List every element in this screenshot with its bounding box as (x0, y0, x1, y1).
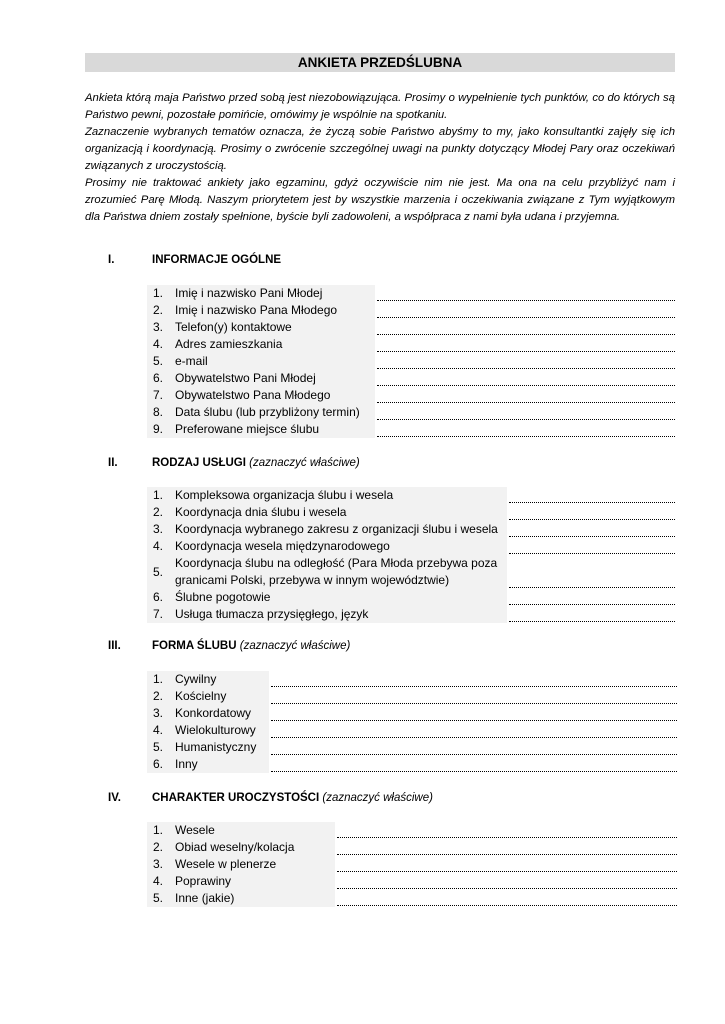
answer-line[interactable] (337, 873, 677, 889)
item-number: 5. (153, 740, 164, 754)
answer-line[interactable] (377, 336, 675, 352)
list-item (147, 688, 677, 705)
item-number: 7. (153, 388, 164, 402)
item-number: 2. (153, 840, 164, 854)
item-label-cell (147, 387, 375, 404)
item-number: 3. (153, 857, 164, 871)
list-item (147, 504, 675, 521)
item-number: 7. (153, 607, 164, 621)
item-label-cell (147, 285, 375, 302)
item-label: Obywatelstwo Pana Młodego (175, 388, 331, 402)
item-label-cell (147, 722, 269, 739)
item-number: 3. (153, 706, 164, 720)
answer-line[interactable] (271, 739, 677, 755)
item-label: Preferowane miejsce ślubu (175, 422, 320, 436)
item-label: Ślubne pogotowie (175, 590, 271, 604)
item-label-cell (147, 739, 269, 756)
item-label: Inne (jakie) (175, 891, 235, 905)
list-item (147, 739, 677, 756)
list-item (147, 538, 675, 555)
answer-line[interactable] (509, 504, 675, 520)
section-title: FORMA ŚLUBU (152, 640, 237, 652)
intro-paragraph: Ankieta którą maja Państwo przed sobą jest niezobowiązująca. Prosimy o wypełnienie tych punktów, co do których są Państwo pewni, pozostałe pomińcie, omówimy je wspólnie na spotkaniu. (85, 92, 675, 121)
item-number: 2. (153, 689, 164, 703)
item-label-cell (147, 353, 375, 370)
item-label-cell (147, 822, 335, 839)
list-item (147, 671, 677, 688)
section-number: I. (108, 254, 115, 266)
list-item (147, 487, 675, 504)
list-item (147, 756, 677, 773)
item-label-cell (147, 538, 507, 555)
answer-line[interactable] (337, 822, 677, 838)
list-item (147, 387, 675, 404)
item-label: Imię i nazwisko Pani Młodej (175, 286, 323, 300)
item-number: 6. (153, 590, 164, 604)
item-number: 5. (153, 564, 164, 579)
answer-line[interactable] (337, 856, 677, 872)
item-label-cell (147, 873, 335, 890)
item-label: Obywatelstwo Pani Młodej (175, 371, 316, 385)
intro-text (85, 90, 675, 226)
item-label: Kompleksowa organizacja ślubu i wesela (175, 488, 394, 502)
item-label: Telefon(y) kontaktowe (175, 320, 292, 334)
answer-line[interactable] (377, 319, 675, 335)
item-label: Imię i nazwisko Pana Młodego (175, 303, 338, 317)
list-item (147, 705, 677, 722)
item-label-cell (147, 421, 375, 438)
item-label-cell (147, 302, 375, 319)
answer-line[interactable] (509, 555, 675, 588)
section-number: II. (108, 457, 118, 469)
list-item (147, 336, 675, 353)
answer-line[interactable] (509, 589, 675, 605)
item-label-cell (147, 404, 375, 421)
list-item (147, 370, 675, 387)
item-label-cell (147, 839, 335, 856)
answer-line[interactable] (271, 705, 677, 721)
answer-line[interactable] (337, 890, 677, 906)
item-label-cell (147, 756, 269, 773)
answer-line[interactable] (271, 756, 677, 772)
section-3-list (147, 671, 677, 773)
item-label: Kościelny (175, 689, 227, 703)
answer-line[interactable] (509, 606, 675, 622)
item-label: Usługa tłumacza przysięgłego, język (175, 607, 369, 621)
intro-paragraph: Prosimy nie traktować ankiety jako egzaminu, gdyż oczywiście nim nie jest. Ma ona na celu przybliżyć nam i zrozumieć Parę Młodą. Naszym priorytetem jest by wszystkie marzenia i oczekiwania związane z Tym wyjątkowym dla Państwa dniem zostały spełnione, byście byli zadowoleni, a współpraca z nami była udana i przyjemna. (85, 177, 675, 223)
list-item (147, 521, 675, 538)
item-label: Cywilny (175, 672, 217, 686)
list-item (147, 404, 675, 421)
list-item (147, 555, 675, 589)
list-item (147, 890, 677, 907)
list-item (147, 353, 675, 370)
item-label-cell (147, 521, 507, 538)
section-title: RODZAJ USŁUGI (152, 457, 246, 469)
answer-line[interactable] (377, 404, 675, 420)
item-label-cell (147, 705, 269, 722)
item-label-cell (147, 890, 335, 907)
answer-line[interactable] (271, 688, 677, 704)
item-number: 2. (153, 303, 164, 317)
item-number: 1. (153, 488, 164, 502)
section-4-list (147, 822, 677, 907)
list-item (147, 873, 677, 890)
answer-line[interactable] (377, 302, 675, 318)
item-number: 6. (153, 371, 164, 385)
item-label: e-mail (175, 354, 208, 368)
item-number: 6. (153, 757, 164, 771)
item-number: 1. (153, 823, 164, 837)
list-item (147, 722, 677, 739)
item-number: 2. (153, 505, 164, 519)
item-number: 8. (153, 405, 164, 419)
section-number: III. (108, 640, 121, 652)
item-number: 9. (153, 422, 164, 436)
item-number: 3. (153, 320, 164, 334)
item-label-cell (147, 504, 507, 521)
item-number: 5. (153, 354, 164, 368)
item-label: Inny (175, 757, 198, 771)
item-label: Wesele (175, 823, 215, 837)
item-label-cell (147, 555, 507, 589)
item-label-cell (147, 487, 507, 504)
answer-line[interactable] (377, 285, 675, 301)
answer-line[interactable] (271, 722, 677, 738)
answer-line[interactable] (377, 370, 675, 386)
item-label-cell (147, 319, 375, 336)
item-label-cell (147, 370, 375, 387)
answer-line[interactable] (337, 839, 677, 855)
item-label: Koordynacja wesela międzynarodowego (175, 539, 390, 553)
item-number: 4. (153, 539, 164, 553)
item-label: Konkordatowy (175, 706, 252, 720)
item-label: Koordynacja dnia ślubu i wesela (175, 505, 347, 519)
item-label: Wesele w plenerze (175, 857, 277, 871)
answer-line[interactable] (509, 521, 675, 537)
list-item (147, 839, 677, 856)
answer-line[interactable] (377, 353, 675, 369)
section-1-list (147, 285, 675, 438)
list-item (147, 302, 675, 319)
item-label: Koordynacja wybranego zakresu z organizacji ślubu i wesela (175, 522, 498, 536)
section-number: IV. (108, 792, 122, 804)
list-item (147, 285, 675, 302)
list-item (147, 856, 677, 873)
list-item (147, 822, 677, 839)
item-label: Poprawiny (175, 874, 232, 888)
section-title: CHARAKTER UROCZYSTOŚCI (152, 792, 320, 804)
item-number: 1. (153, 286, 164, 300)
item-label-cell (147, 856, 335, 873)
section-2-list (147, 487, 675, 623)
list-item (147, 319, 675, 336)
section-note: (zaznaczyć właściwe) (249, 457, 360, 469)
item-label: Humanistyczny (175, 740, 257, 754)
intro-paragraph: Zaznaczenie wybranych tematów oznacza, że życzą sobie Państwo abyśmy to my, jako konsultantki zajęły się ich organizacją i koordynacją. Prosimy o zwrócenie szczególnej uwagi na punkty dotyczący Młodej Pary oraz oczekiwań związanych z uroczystością. (85, 126, 675, 172)
item-label-cell (147, 336, 375, 353)
list-item (147, 606, 675, 623)
item-label: Adres zamieszkania (175, 337, 283, 351)
item-label: Data ślubu (lub przybliżony termin) (175, 405, 360, 419)
item-label: Wielokulturowy (175, 723, 256, 737)
item-label: Koordynacja ślubu na odległość (Para Młoda przebywa poza granicami Polski, przebywa w innym województwie) (175, 556, 498, 587)
item-number: 3. (153, 522, 164, 536)
item-label: Obiad weselny/kolacja (175, 840, 295, 854)
list-item (147, 421, 675, 438)
section-note: (zaznaczyć właściwe) (239, 640, 351, 652)
item-label-cell (147, 589, 507, 606)
section-title: INFORMACJE OGÓLNE (152, 254, 282, 266)
item-number: 4. (153, 337, 164, 351)
item-label-cell (147, 606, 507, 623)
list-item (147, 589, 675, 606)
item-number: 4. (153, 874, 164, 888)
answer-line[interactable] (509, 487, 675, 503)
answer-line[interactable] (509, 538, 675, 554)
item-number: 4. (153, 723, 164, 737)
section-note: (zaznaczyć właściwe) (322, 792, 433, 804)
item-label-cell (147, 688, 269, 705)
answer-line[interactable] (377, 387, 675, 403)
item-label-cell (147, 671, 269, 688)
item-number: 1. (153, 672, 164, 686)
answer-line[interactable] (271, 671, 677, 687)
item-number: 5. (153, 891, 164, 905)
page-title: ANKIETA PRZEDŚLUBNA (85, 53, 675, 72)
answer-line[interactable] (377, 421, 675, 437)
